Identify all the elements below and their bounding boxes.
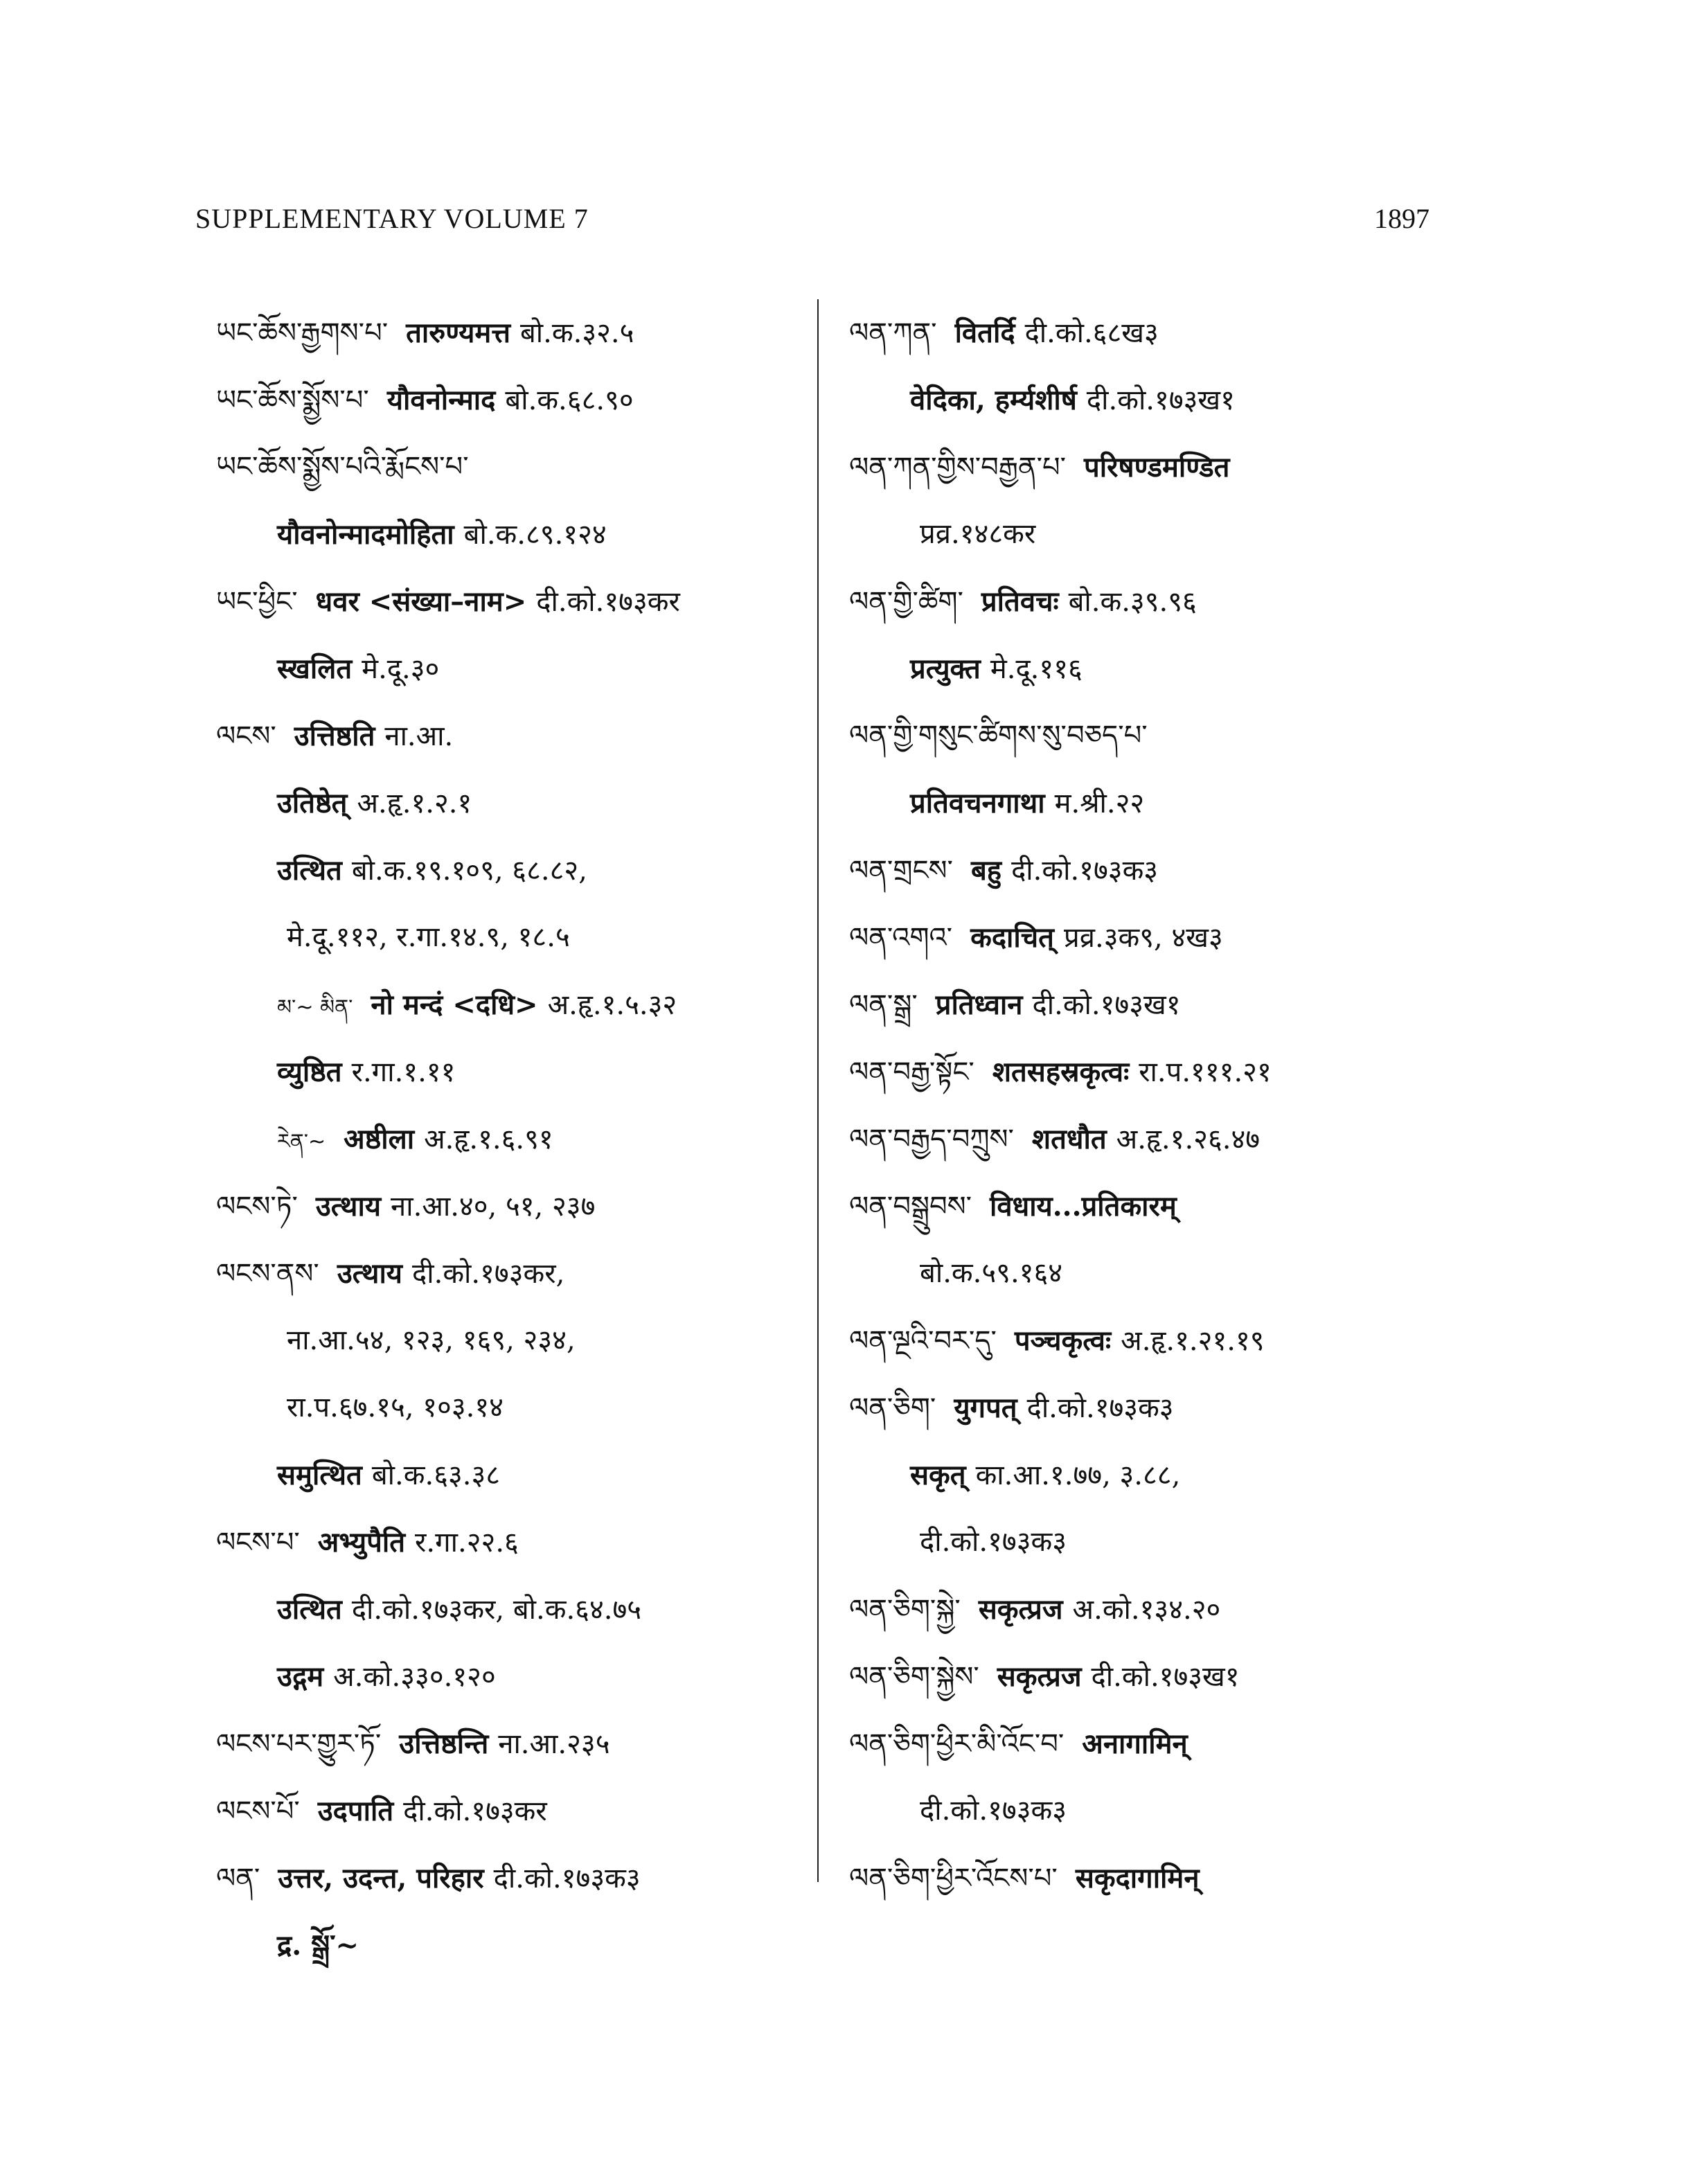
dictionary-entry-line bbox=[216, 501, 812, 568]
dictionary-entry-line bbox=[849, 635, 1445, 702]
source-reference: दी.को.१७३कर bbox=[536, 586, 680, 618]
source-reference: बो.क.५९.१६४ bbox=[920, 1257, 1063, 1289]
dictionary-entry-line bbox=[216, 299, 812, 366]
source-reference: अ.को.१३४.२० bbox=[1072, 1594, 1221, 1626]
sanskrit-equivalent: उत्थित bbox=[277, 854, 342, 887]
dictionary-entry-line bbox=[849, 837, 1445, 904]
dictionary-entry-line bbox=[849, 1307, 1445, 1374]
dictionary-entry-line bbox=[849, 1374, 1445, 1441]
sanskrit-equivalent: सकृत्प्रज bbox=[997, 1660, 1082, 1693]
source-reference: मे.दू.११२, र.गा.१४.९, १८.५ bbox=[287, 921, 570, 953]
dictionary-entry-line bbox=[216, 1710, 812, 1777]
dictionary-entry-line bbox=[216, 1509, 812, 1576]
tibetan-headword: རེན་~ bbox=[277, 1130, 326, 1154]
sanskrit-equivalent: उत्तिष्ठन्ति bbox=[399, 1728, 489, 1760]
dictionary-entry-line bbox=[849, 971, 1445, 1038]
running-head: SUPPLEMENTARY VOLUME 7 bbox=[195, 203, 589, 234]
sanskrit-equivalent: उतिष्ठेत् bbox=[277, 787, 348, 819]
tibetan-headword: ལངས་ bbox=[216, 720, 276, 752]
dictionary-entry-line bbox=[849, 1710, 1445, 1777]
sanskrit-equivalent: द्र. སྒྲོ་~ bbox=[277, 1929, 359, 1962]
tibetan-headword: ལན་བསྒྲུབས་ bbox=[849, 1191, 972, 1223]
sanskrit-equivalent: शतसहस्रकृत्वः bbox=[992, 1056, 1130, 1088]
source-reference: बो.क.६३.३८ bbox=[371, 1459, 501, 1491]
sanskrit-equivalent: सकृत्प्रज bbox=[978, 1593, 1063, 1626]
dictionary-entry-line bbox=[216, 635, 812, 702]
sanskrit-equivalent: सकृत् bbox=[910, 1459, 966, 1491]
tibetan-headword: ལན་བརྒྱ་སྟོང་ bbox=[849, 1056, 974, 1088]
sanskrit-equivalent: उत्थाय bbox=[337, 1257, 403, 1290]
dictionary-entry-line bbox=[849, 702, 1445, 770]
dictionary-entry-line bbox=[849, 1845, 1445, 1912]
dictionary-entry-line bbox=[849, 1038, 1445, 1106]
dictionary-entry-line bbox=[849, 299, 1445, 366]
sanskrit-equivalent: स्खलित bbox=[277, 652, 353, 685]
source-reference: मे.दू.११६ bbox=[990, 653, 1083, 685]
dictionary-entry-line bbox=[216, 434, 812, 501]
sanskrit-equivalent: पञ्चकृत्वः bbox=[1014, 1324, 1112, 1357]
dictionary-entry-line bbox=[216, 1307, 812, 1374]
dictionary-entry-line bbox=[216, 904, 812, 971]
dictionary-entry-line bbox=[216, 837, 812, 904]
tibetan-headword: ལངས་པར་གྱུར་ཏོ་ bbox=[216, 1728, 382, 1760]
dictionary-entry-line bbox=[849, 568, 1445, 635]
sanskrit-equivalent: धवर <संख्या–नाम> bbox=[315, 585, 527, 618]
page-header bbox=[195, 202, 1430, 244]
source-reference: अ.को.३३०.१२० bbox=[333, 1661, 496, 1693]
source-reference: ना.आ.४०, ५१, २३७ bbox=[391, 1191, 596, 1223]
dictionary-entry-line bbox=[216, 1845, 812, 1912]
tibetan-headword: ལན་ཀན་གྱིས་བརྒྱན་པ་ bbox=[849, 452, 1067, 483]
dictionary-entry-line bbox=[216, 1374, 812, 1441]
tibetan-headword: ལན་ཅིག་སྐྱེ་ bbox=[849, 1594, 961, 1626]
sanskrit-equivalent: प्रतिवचनगाथा bbox=[910, 787, 1045, 819]
dictionary-entry-line bbox=[849, 1509, 1445, 1576]
source-reference: रा.प.१११.२१ bbox=[1139, 1056, 1272, 1088]
source-reference: ना.आ. bbox=[384, 720, 454, 752]
source-reference: दी.को.१७३कर bbox=[403, 1795, 547, 1827]
source-reference: दी.को.१७३क३ bbox=[920, 1526, 1067, 1558]
tibetan-headword: ལན་ཅིག་སྐྱེས་ bbox=[849, 1661, 979, 1693]
tibetan-headword: ལན་བརྒྱད་བཀྲུས་ bbox=[849, 1124, 1014, 1155]
source-reference: र.गा.२२.६ bbox=[415, 1527, 519, 1559]
dictionary-entry-line bbox=[216, 1240, 812, 1307]
dictionary-entry-line bbox=[216, 1106, 812, 1173]
sanskrit-equivalent: वितर्दि bbox=[954, 317, 1015, 349]
left-column bbox=[216, 299, 812, 1979]
source-reference: दी.को.१७३ख१ bbox=[1032, 989, 1181, 1021]
tibetan-headword: ལན་གྱི་ཚིག་ bbox=[849, 586, 963, 618]
dictionary-entry-line bbox=[849, 1576, 1445, 1643]
dictionary-entry-line bbox=[849, 434, 1445, 501]
dictionary-entry-line bbox=[849, 501, 1445, 568]
tibetan-headword: ལན་ཀན་ bbox=[849, 317, 937, 349]
source-reference: बो.क.८९.१२४ bbox=[463, 519, 607, 551]
dictionary-entry-line bbox=[216, 971, 812, 1038]
tibetan-headword: ལན་གྲངས་ bbox=[849, 855, 953, 887]
dictionary-entry-line bbox=[216, 1576, 812, 1643]
dictionary-entry-line bbox=[216, 1777, 812, 1845]
dictionary-entry-line bbox=[216, 366, 812, 434]
dictionary-entry-line bbox=[849, 1240, 1445, 1307]
dictionary-entry-line bbox=[849, 1643, 1445, 1710]
tibetan-headword: ཡང་ཆོས་རྒྱགས་པ་ bbox=[216, 317, 389, 349]
source-reference: प्रव्र.३क९, ४ख३ bbox=[1063, 922, 1223, 954]
sanskrit-equivalent: प्रतिध्वान bbox=[935, 988, 1023, 1021]
dictionary-entry-line bbox=[216, 1912, 812, 1979]
tibetan-headword: ལན་ཅིག་ bbox=[849, 1392, 936, 1424]
source-reference: बो.क.३२.५ bbox=[519, 317, 634, 349]
source-reference: दी.को.१७३क३ bbox=[920, 1795, 1067, 1827]
dictionary-entry-line bbox=[849, 1777, 1445, 1845]
dictionary-entry-line bbox=[849, 770, 1445, 837]
tibetan-headword: ལན་སྒྲ་ bbox=[849, 989, 918, 1021]
tibetan-headword: ལན་ bbox=[216, 1863, 260, 1894]
source-reference: अ.हृ.१.२१.१९ bbox=[1121, 1325, 1265, 1357]
source-reference: मे.दू.३० bbox=[362, 653, 440, 685]
sanskrit-equivalent: उद्गम bbox=[277, 1660, 324, 1693]
sanskrit-equivalent: वेदिका, हर्म्यशीर्ष bbox=[910, 384, 1077, 416]
sanskrit-equivalent: उत्थाय bbox=[315, 1190, 382, 1223]
sanskrit-equivalent: यौवनोन्माद bbox=[386, 384, 496, 416]
dictionary-entry-line bbox=[849, 366, 1445, 434]
sanskrit-equivalent: तारुण्यमत्त bbox=[406, 317, 510, 349]
dictionary-entry-line bbox=[216, 770, 812, 837]
source-reference: बो.क.६८.९० bbox=[505, 384, 634, 416]
source-reference: दी.को.६८ख३ bbox=[1024, 317, 1159, 349]
dictionary-entry-line bbox=[216, 568, 812, 635]
source-reference: रा.प.६७.१५, १०३.१४ bbox=[287, 1392, 504, 1423]
tibetan-headword: ཡང་ཆོས་སྨྱོས་པའི་རྨོངས་པ་ bbox=[216, 451, 469, 483]
tibetan-headword: ལན་ཅིག་ཕྱིར་མི་འོང་བ་ bbox=[849, 1728, 1065, 1760]
sanskrit-equivalent: उत्तिष्ठति bbox=[294, 720, 375, 752]
sanskrit-equivalent: सकृदागामिन् bbox=[1075, 1862, 1200, 1894]
sanskrit-equivalent: अष्ठीला bbox=[344, 1123, 415, 1155]
dictionary-entry-line bbox=[849, 1173, 1445, 1240]
sanskrit-equivalent: उदपाति bbox=[317, 1795, 394, 1827]
tibetan-headword: ཡང་ཕྱིང་ bbox=[216, 586, 298, 618]
sanskrit-equivalent: व्युष्ठित bbox=[277, 1056, 342, 1088]
source-reference: र.गा.१.११ bbox=[351, 1056, 456, 1088]
source-reference: ना.आ.५४, १२३, १६९, २३४, bbox=[287, 1324, 576, 1356]
tibetan-headword: ལན་ཅིག་ཕྱིར་འོངས་པ་ bbox=[849, 1863, 1058, 1894]
source-reference: दी.को.१७३कर, bbox=[412, 1258, 565, 1290]
sanskrit-equivalent: परिषण्डमण्डित bbox=[1084, 451, 1230, 483]
sanskrit-equivalent: कदाचित् bbox=[970, 921, 1054, 954]
sanskrit-equivalent: यौवनोन्मादमोहिता bbox=[277, 518, 454, 551]
source-reference: अ.हृ.१.६.९१ bbox=[424, 1124, 553, 1155]
column-divider bbox=[817, 299, 819, 1882]
source-reference: बो.क.१९.१०९, ६८.८२, bbox=[351, 855, 587, 887]
sanskrit-equivalent: बहु bbox=[970, 854, 1002, 887]
tibetan-headword: ལངས་ཏེ་ bbox=[216, 1191, 298, 1223]
tibetan-headword: ལངས་པ་ bbox=[216, 1527, 300, 1559]
dictionary-entry-line bbox=[849, 904, 1445, 971]
source-reference: म.श्री.२२ bbox=[1054, 788, 1145, 819]
page-number: 1897 bbox=[1374, 203, 1430, 234]
source-reference: दी.को.१७३क३ bbox=[1011, 855, 1159, 887]
dictionary-entry-line bbox=[216, 1038, 812, 1106]
source-reference: दी.को.१७३क३ bbox=[1026, 1392, 1174, 1424]
source-reference: दी.को.१७३कर, बो.क.६४.७५ bbox=[351, 1594, 642, 1626]
tibetan-headword: ལངས་པོ་ bbox=[216, 1795, 300, 1827]
dictionary-entry-line bbox=[216, 1643, 812, 1710]
tibetan-headword: ལན་གྱི་གསུང་ཚིགས་སུ་བཅད་པ་ bbox=[849, 720, 1148, 752]
source-reference: दी.को.१७३ख१ bbox=[1091, 1661, 1240, 1693]
tibetan-headword: ལན་ལྔའི་བར་དུ་ bbox=[849, 1325, 997, 1357]
tibetan-headword: མ་~ མིན་ bbox=[277, 995, 353, 1020]
source-reference: अ.हृ.१.५.३२ bbox=[547, 989, 677, 1021]
sanskrit-equivalent: युगपत् bbox=[954, 1392, 1017, 1424]
right-column bbox=[849, 299, 1445, 1912]
tibetan-headword: ལངས་ནས་ bbox=[216, 1258, 319, 1290]
sanskrit-equivalent: अभ्युपैति bbox=[317, 1526, 406, 1559]
sanskrit-equivalent: प्रत्युक्त bbox=[910, 652, 981, 685]
sanskrit-equivalent: समुत्थित bbox=[277, 1459, 362, 1491]
source-reference: दी.को.१७३ख१ bbox=[1086, 384, 1235, 416]
dictionary-entry-line bbox=[216, 702, 812, 770]
dictionary-entry-line bbox=[216, 1173, 812, 1240]
sanskrit-equivalent: शतधौत bbox=[1031, 1123, 1107, 1155]
sanskrit-equivalent: उत्तर, उदन्त, परिहार bbox=[278, 1862, 484, 1894]
dictionary-entry-line bbox=[849, 1106, 1445, 1173]
sanskrit-equivalent: प्रतिवचः bbox=[981, 585, 1059, 618]
sanskrit-equivalent: उत्थित bbox=[277, 1593, 342, 1626]
sanskrit-equivalent: विधाय...प्रतिकारम् bbox=[990, 1190, 1177, 1223]
source-reference: दी.को.१७३क३ bbox=[493, 1863, 641, 1894]
tibetan-headword: ཡང་ཆོས་སྨྱོས་པ་ bbox=[216, 384, 369, 416]
source-reference: का.आ.१.७७, ३.८८, bbox=[975, 1459, 1181, 1491]
dictionary-entry-line bbox=[849, 1441, 1445, 1509]
sanskrit-equivalent: अनागामिन् bbox=[1082, 1728, 1188, 1760]
dictionary-entry-line bbox=[216, 1441, 812, 1509]
source-reference: प्रव्र.१४८कर bbox=[920, 518, 1036, 550]
source-reference: ना.आ.२३५ bbox=[498, 1728, 610, 1760]
source-reference: अ.हृ.१.२६.४७ bbox=[1116, 1124, 1261, 1155]
source-reference: अ.हृ.१.२.१ bbox=[357, 788, 472, 819]
source-reference: बो.क.३९.९६ bbox=[1068, 586, 1197, 618]
sanskrit-equivalent: नो मन्दं <दधि> bbox=[371, 988, 538, 1021]
tibetan-headword: ལན་འགའ་ bbox=[849, 922, 953, 954]
